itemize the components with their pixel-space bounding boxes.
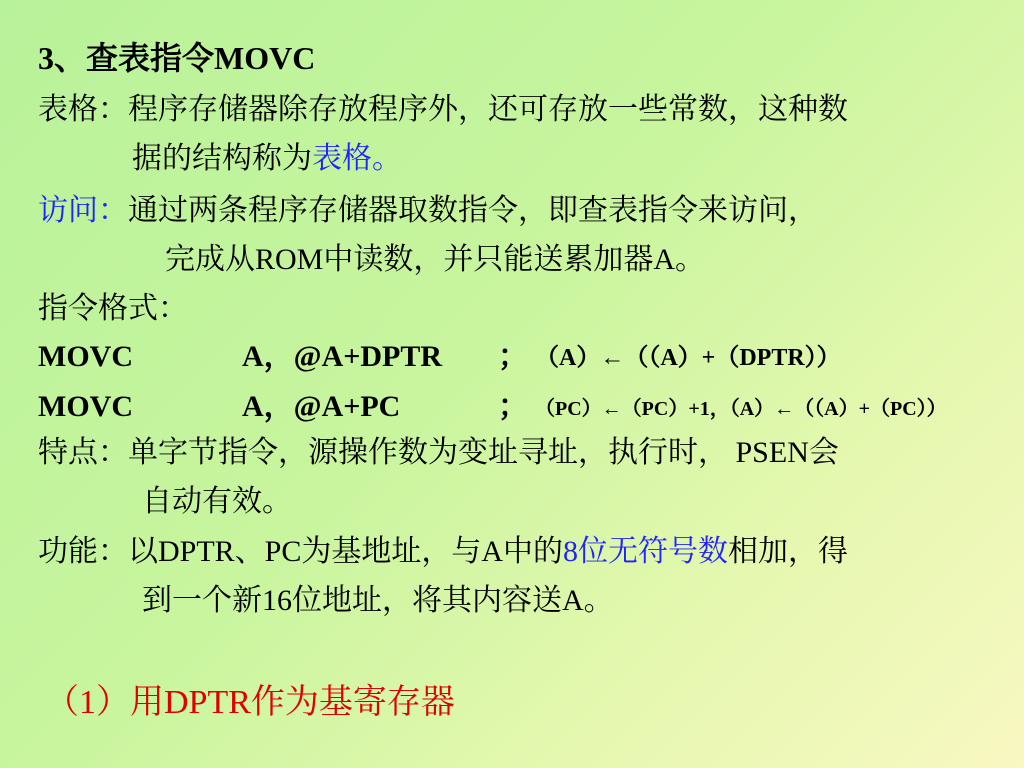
instruction-operands-2: A，@A+PC	[242, 390, 401, 423]
subheading: （1）用DPTR作为基寄存器	[45, 684, 455, 721]
function-text-1a: 以DPTR、PC为基地址，与A中的	[128, 535, 564, 568]
instruction-sep-1: ；	[498, 340, 528, 373]
table-text-2: 据的结构称为	[132, 142, 312, 175]
format-label: 指令格式：	[38, 292, 188, 325]
function-text-2: 到一个新16位地址，将其内容送A。	[142, 584, 614, 617]
page-title: 3、查表指令MOVC	[38, 40, 316, 76]
function-label: 功能：	[38, 535, 128, 568]
table-term: 表格。	[312, 142, 402, 175]
instruction-sep-2: ；	[498, 390, 528, 423]
table-text-1: 程序存储器除存放程序外，还可存放一些常数，这种数	[128, 93, 848, 126]
access-text-1: 通过两条程序存储器取数指令，即查表指令来访问，	[128, 194, 818, 227]
instruction-op-2: MOVC	[38, 390, 133, 423]
function-text-1c: 相加，得	[728, 535, 849, 568]
function-line-1	[38, 537, 848, 567]
features-line-1	[38, 438, 839, 468]
access-line-1	[38, 196, 818, 226]
instruction-desc-1: （A）←（（A）+（DPTR））	[535, 345, 841, 371]
table-definition-line-2	[132, 144, 402, 174]
table-definition-line-1	[38, 95, 848, 125]
access-label: 访问：	[38, 194, 128, 227]
features-label: 特点：	[38, 436, 128, 469]
instruction-op-1: MOVC	[38, 340, 133, 373]
features-text-2: 自动有效。	[142, 485, 292, 518]
table-label: 表格：	[38, 93, 128, 126]
access-text-2: 完成从ROM中读数，并只能送累加器A。	[165, 243, 706, 276]
instruction-desc-2: （PC）←（PC）+1，（A）←（（A）+（PC））	[535, 398, 947, 420]
features-text-1: 单字节指令，源操作数为变址寻址，执行时， PSEN会	[128, 436, 839, 469]
function-highlight: 8位无符号数	[563, 535, 729, 568]
instruction-operands-1: A，@A+DPTR	[242, 340, 442, 373]
